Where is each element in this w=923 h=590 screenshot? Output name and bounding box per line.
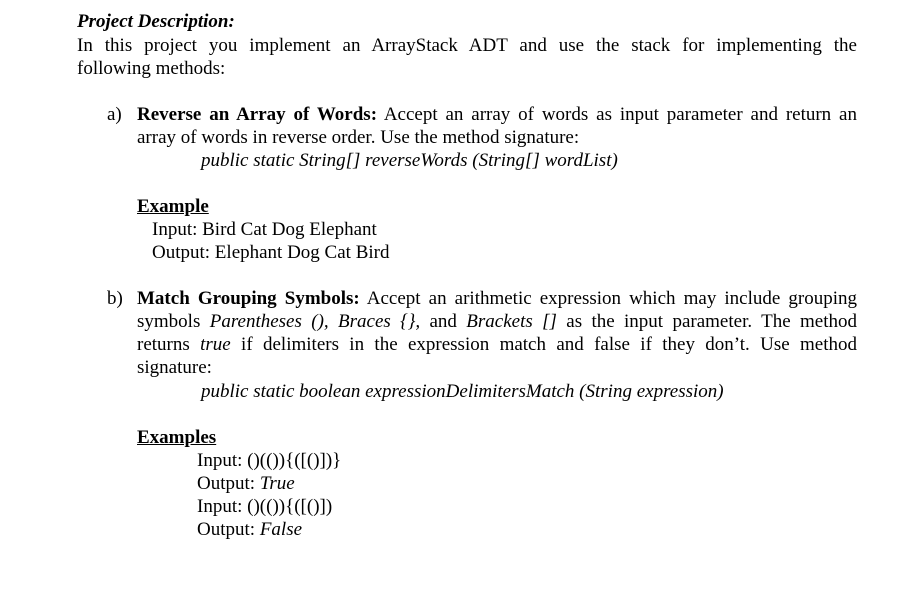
example-1-input xyxy=(197,449,341,472)
part-b-title: Match Grouping Symbols: xyxy=(137,288,360,309)
part-b-line-3-post: if delimiters in the expression match and false if they don’t. Use method xyxy=(230,334,858,355)
part-b-line-2-pre: symbols xyxy=(137,311,210,332)
example-1-output-label: Output: xyxy=(197,473,260,494)
part-a-signature: public static String[] reverseWords (String[] wordList) xyxy=(201,150,618,171)
intro-line-2: following methods: xyxy=(77,58,226,79)
part-b-line-2 xyxy=(137,310,857,333)
part-a-line-2: array of words in reverse order. Use the method signature: xyxy=(137,127,580,148)
example-1-output xyxy=(197,472,295,495)
intro-line-1: In this project you implement an ArrayStack ADT and use the stack for implementing the xyxy=(77,35,857,56)
part-a-example-input: Input: Bird Cat Dog Elephant xyxy=(152,219,377,240)
part-b-line-1 xyxy=(137,287,857,310)
part-b-line-1-text: Accept an arithmetic expression which may include grouping xyxy=(359,288,857,309)
example-2-input-value: ()(()){([()]) xyxy=(247,496,333,517)
part-b-line-3-pre: returns xyxy=(137,334,201,355)
example-2-input-label: Input: xyxy=(197,496,248,517)
example-1-input-label: Input: xyxy=(197,450,248,471)
part-a-example-heading: Example xyxy=(137,196,209,217)
brackets-term: Brackets [] xyxy=(466,311,557,332)
part-b-line-3 xyxy=(137,333,857,356)
part-a-title: Reverse an Array of Words: xyxy=(137,104,378,125)
example-2-output-label: Output: xyxy=(197,519,260,540)
part-b-signature: public static boolean expressionDelimitersMatch (String expression) xyxy=(201,381,724,402)
example-2-input xyxy=(197,495,332,518)
parentheses-term: Parentheses (), xyxy=(209,311,329,332)
part-b-examples-heading: Examples xyxy=(137,427,217,448)
part-b-line-4: signature: xyxy=(137,357,212,378)
part-b-marker: b) xyxy=(107,288,123,309)
example-1-input-value: ()(()){([()])} xyxy=(247,450,342,471)
part-a-line-1 xyxy=(137,103,857,126)
example-2-output xyxy=(197,518,302,541)
braces-term: Braces {}, xyxy=(338,311,421,332)
part-b-line-2-post: as the input parameter. The method xyxy=(556,311,858,332)
page-heading: Project Description: xyxy=(77,11,235,32)
part-a-example-output: Output: Elephant Dog Cat Bird xyxy=(152,242,390,263)
part-a-marker: a) xyxy=(107,104,122,125)
example-1-output-value: True xyxy=(259,473,295,494)
part-b-line-2-and: and xyxy=(420,311,467,332)
true-term: true xyxy=(200,334,231,355)
example-2-output-value: False xyxy=(259,519,303,540)
part-a-line-1-text: Accept an array of words as input parameter and return an xyxy=(377,104,857,125)
